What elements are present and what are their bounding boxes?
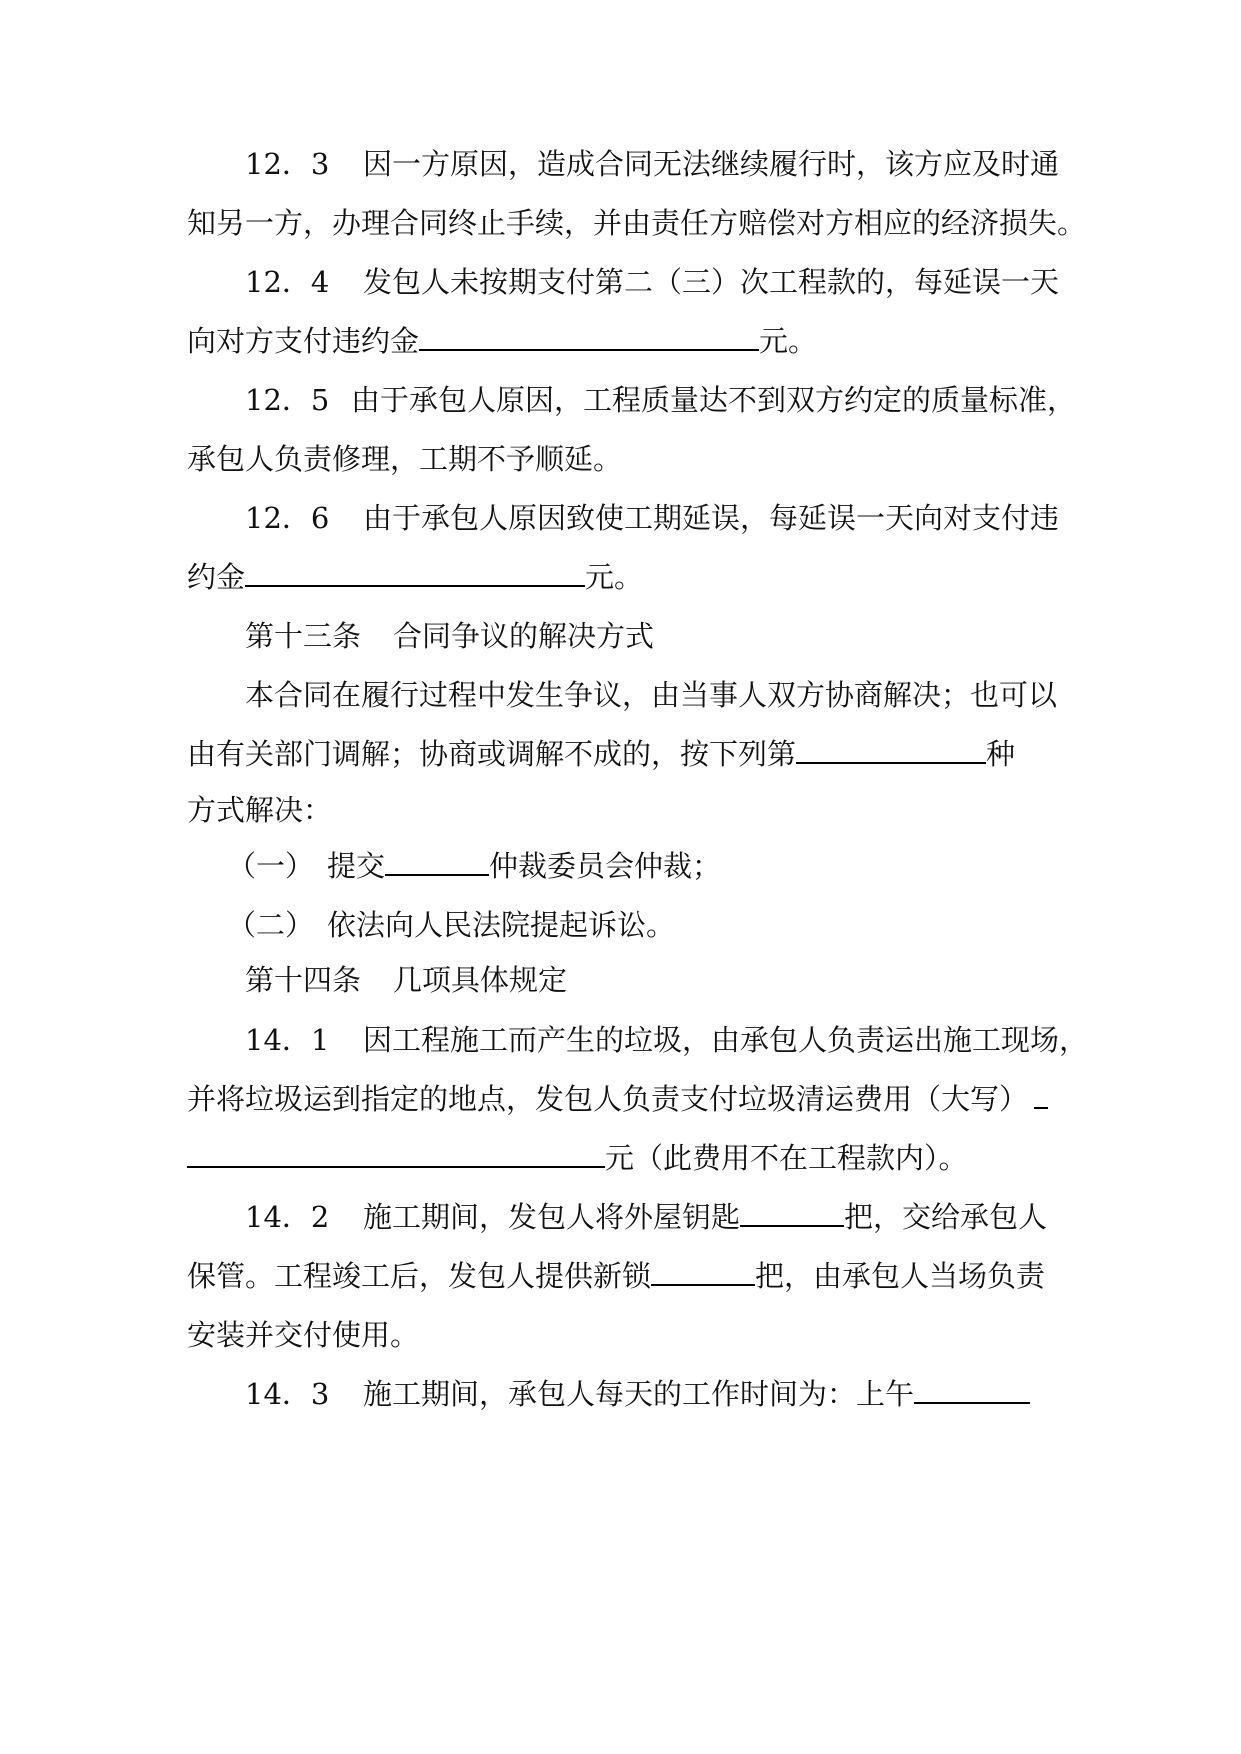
clause-number: 12．3	[245, 147, 330, 181]
clause-text: 保管。工程竣工后，发包人提供新锁	[187, 1259, 652, 1293]
clause-text: 因一方原因，造成合同无法继续履行时，该方应及时通	[363, 147, 1060, 181]
article-title: 合同争议的解决方式	[393, 619, 655, 653]
article-13-line3	[187, 792, 332, 828]
clause-text: 种	[986, 737, 1016, 771]
clause-number: 12．4	[245, 265, 330, 299]
clause-14-1-line3	[187, 1140, 968, 1176]
option-1	[227, 848, 721, 884]
clause-number: 14．1	[245, 1023, 330, 1057]
option-label: （二）	[227, 908, 315, 942]
clause-12-6-line1	[245, 500, 1059, 536]
clause-text: 元。	[759, 324, 818, 358]
blank-fill-line[interactable]	[1034, 1083, 1048, 1109]
clause-text: 把，交给承包人	[844, 1200, 1048, 1234]
clause-text: 知另一方，办理合同终止手续，并由责任方赔偿对方相应的经济损失。	[187, 206, 1087, 240]
article-label: 第十三条	[245, 619, 362, 653]
article-label: 第十四条	[245, 963, 362, 997]
clause-12-5-line1	[245, 382, 1076, 418]
blank-fill-line[interactable]	[740, 1201, 844, 1227]
clause-number: 14．3	[245, 1377, 330, 1411]
clause-14-3-line1	[245, 1376, 1030, 1412]
clause-text: 元（此费用不在工程款内）。	[605, 1141, 968, 1175]
clause-text: 承包人负责修理，工期不予顺延。	[187, 442, 623, 476]
clause-number: 14．2	[245, 1200, 330, 1234]
clause-text: 元。	[585, 560, 644, 594]
clause-text: 施工期间，发包人将外屋钥匙	[363, 1200, 741, 1234]
clause-14-2-line1	[245, 1199, 1047, 1235]
article-13-line2	[187, 736, 1015, 772]
article-14-heading	[245, 962, 567, 998]
clause-text: 安装并交付使用。	[187, 1318, 420, 1352]
clause-text: 提交	[327, 849, 386, 883]
blank-fill-line[interactable]	[419, 325, 759, 351]
blank-fill-line[interactable]	[651, 1260, 755, 1286]
article-title: 几项具体规定	[393, 963, 568, 997]
clause-14-1-line2	[187, 1081, 1048, 1117]
option-2	[227, 907, 675, 943]
blank-fill-line[interactable]	[385, 850, 489, 876]
clause-text: 由有关部门调解；协商或调解不成的，按下列第	[187, 737, 797, 771]
clause-12-4-line2	[187, 323, 817, 359]
clause-14-2-line2	[187, 1258, 1045, 1294]
clause-text: 施工期间，承包人每天的工作时间为：上午	[363, 1377, 915, 1411]
clause-number: 12．6	[245, 501, 330, 535]
clause-text: 约金	[187, 560, 246, 594]
clause-14-2-line3	[187, 1317, 419, 1353]
clause-text: 方式解决：	[187, 793, 333, 827]
clause-text: 依法向人民法院提起诉讼。	[327, 908, 676, 942]
clause-text: 因工程施工而产生的垃圾，由承包人负责运出施工现场，	[363, 1023, 1089, 1057]
clause-12-6-line2	[187, 559, 643, 595]
article-13-heading	[245, 618, 654, 654]
clause-text: 并将垃圾运到指定的地点，发包人负责支付垃圾清运费用（大写）	[187, 1082, 1029, 1116]
blank-fill-line[interactable]	[796, 738, 986, 764]
clause-text: 发包人未按期支付第二（三）次工程款的，每延误一天	[363, 265, 1060, 299]
clause-12-4-line1	[245, 264, 1059, 300]
blank-fill-line[interactable]	[245, 561, 585, 587]
clause-12-5-line2	[187, 441, 622, 477]
clause-12-3-line1	[245, 146, 1059, 182]
clause-text: 向对方支付违约金	[187, 324, 420, 358]
clause-12-3-line2	[187, 205, 1086, 241]
clause-14-1-line1	[245, 1022, 1088, 1058]
clause-text: 本合同在履行过程中发生争议，由当事人双方协商解决；也可以	[245, 678, 1058, 712]
clause-number: 12．5	[245, 383, 330, 417]
article-13-line1	[245, 677, 1057, 713]
clause-text: 仲裁委员会仲裁；	[489, 849, 722, 883]
clause-text: 由于承包人原因致使工期延误，每延误一天向对支付违	[363, 501, 1060, 535]
clause-text: 由于承包人原因，工程质量达不到双方约定的质量标准，	[351, 383, 1077, 417]
option-label: （一）	[227, 849, 315, 883]
blank-fill-line[interactable]	[914, 1378, 1030, 1404]
clause-text: 把，由承包人当场负责	[755, 1259, 1046, 1293]
blank-fill-line[interactable]	[187, 1142, 605, 1168]
